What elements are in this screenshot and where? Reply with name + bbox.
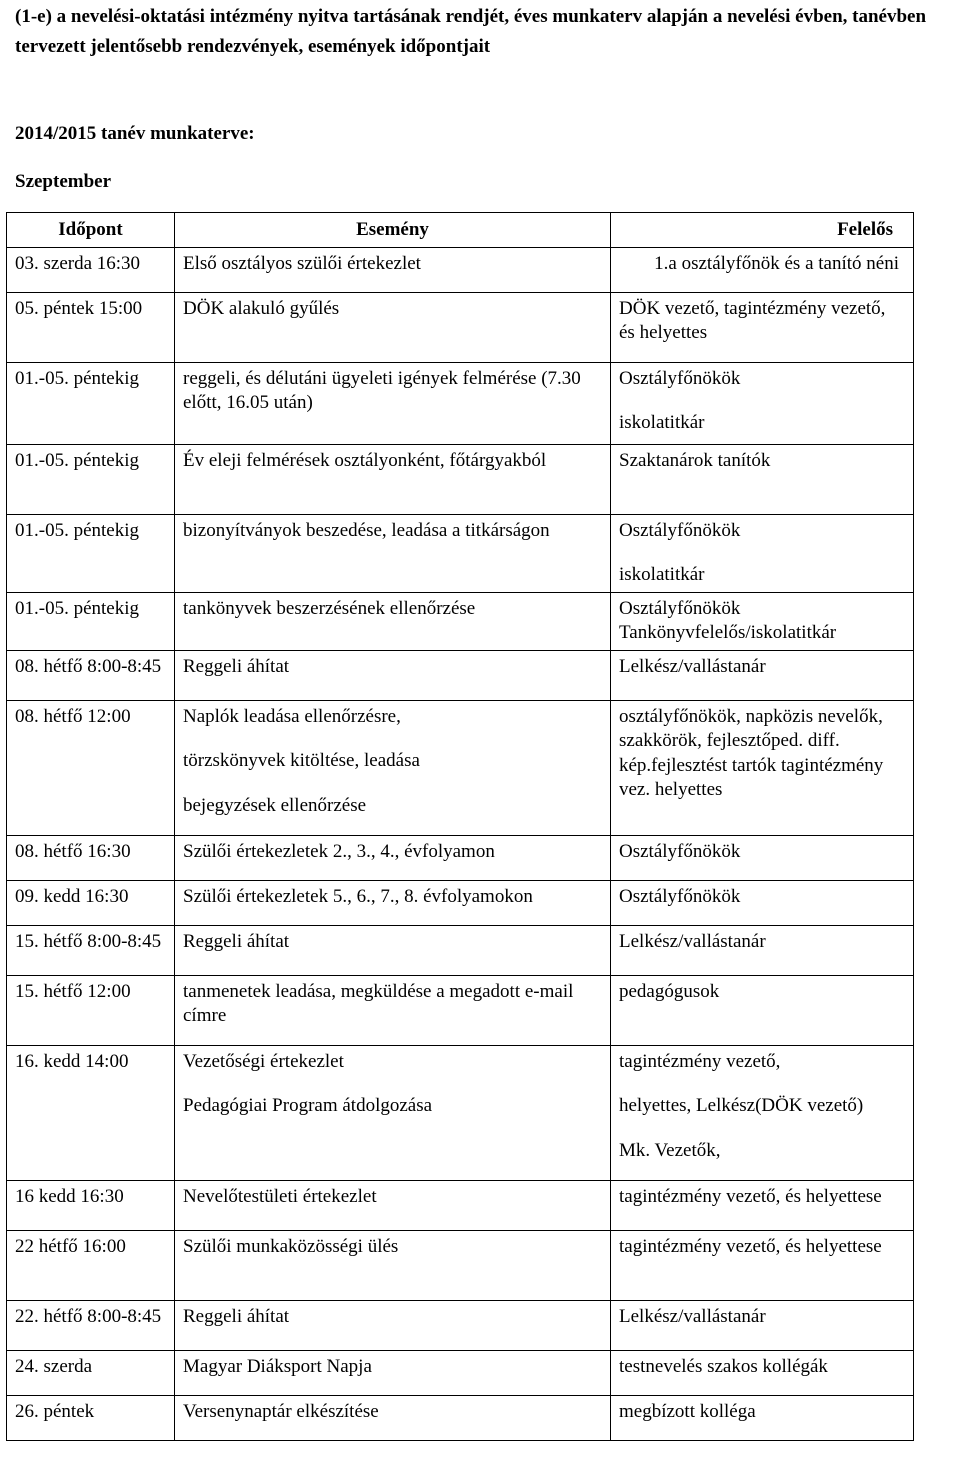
row-date-text: 15. hétfő 12:00 <box>15 980 131 1002</box>
row-date-text: 26. péntek <box>15 1400 95 1422</box>
row-responsible-text: Mk. Vezetők, <box>619 1139 721 1161</box>
row-date-text: 08. hétfő 8:00-8:45 <box>15 655 162 677</box>
row-responsible-text: Osztályfőnökök <box>619 519 741 541</box>
row-date-text: 01.-05. péntekig <box>15 519 140 541</box>
table-row <box>7 1180 914 1230</box>
table-body <box>7 247 914 1440</box>
row-event-text: reggeli, és délutáni ügyeleti igények felmérése (7.30 előtt, 16.05 után) <box>183 367 581 413</box>
row-event <box>175 362 611 444</box>
row-event-text: bizonyítványok beszedése, leadása a titkárságon <box>183 519 550 541</box>
table-header-row <box>7 213 914 248</box>
table-row <box>7 880 914 925</box>
schedule-table <box>6 212 914 1441</box>
year-title: 2014/2015 tanév munkaterve: <box>15 123 255 144</box>
row-event-text: Nevelőtestületi értekezlet <box>183 1185 377 1207</box>
row-date-text: 16. kedd 14:00 <box>15 1050 129 1072</box>
table-row <box>7 1395 914 1440</box>
row-date <box>7 700 175 835</box>
row-date <box>7 975 175 1045</box>
table-row <box>7 247 914 292</box>
row-event <box>175 292 611 362</box>
row-date-text: 01.-05. péntekig <box>15 367 140 389</box>
row-date <box>7 1300 175 1350</box>
row-event-text: Reggeli áhítat <box>183 930 290 952</box>
row-responsible-text: osztályfőnökök, napközis nevelők, szakkörök, fejlesztőped. diff. kép.fejlesztést tartók tagintézmény vez. helyettes <box>619 705 884 800</box>
row-responsible <box>611 247 914 292</box>
row-responsible-text: testnevelés szakos kollégák <box>619 1355 828 1377</box>
row-date <box>7 650 175 700</box>
row-responsible-text: iskolatitkár <box>619 412 705 433</box>
row-date-text: 09. kedd 16:30 <box>15 885 129 907</box>
row-date-text: 03. szerda 16:30 <box>15 252 141 274</box>
table-row <box>7 292 914 362</box>
row-date-text: 05. péntek 15:00 <box>15 297 143 319</box>
row-event-text: Év eleji felmérések osztályonként, főtárgyakból <box>183 449 547 471</box>
row-event <box>175 592 611 650</box>
table-row <box>7 700 914 835</box>
row-date-text: 08. hétfő 16:30 <box>15 840 131 862</box>
table-row <box>7 925 914 975</box>
table-row <box>7 1300 914 1350</box>
row-event-text: bejegyzések ellenőrzése <box>183 794 367 816</box>
row-event <box>175 247 611 292</box>
row-responsible-text: Lelkész/vallástanár <box>619 1305 766 1327</box>
row-date-text: 24. szerda <box>15 1355 93 1377</box>
row-date <box>7 247 175 292</box>
row-responsible-text: tagintézmény vezető, és helyettese <box>619 1185 882 1207</box>
row-event <box>175 444 611 514</box>
row-event-text: Szülői értekezletek 5., 6., 7., 8. évfolyamokon <box>183 885 533 907</box>
table-row <box>7 975 914 1045</box>
header-event: Esemény <box>175 213 611 248</box>
row-responsible <box>611 1045 914 1180</box>
table-row <box>7 514 914 592</box>
row-event <box>175 514 611 592</box>
row-event <box>175 1350 611 1395</box>
row-event <box>175 650 611 700</box>
row-date-text: 01.-05. péntekig <box>15 597 140 619</box>
intro-heading: (1-e) a nevelési-oktatási intézmény nyitva tartásának rendjét, éves munkaterv alapján a nevelési évben, tanévben tervezett jelentősebb rendezvények, események időpontjait <box>15 6 927 57</box>
row-date <box>7 925 175 975</box>
row-date-text: 16 kedd 16:30 <box>15 1185 124 1207</box>
row-event <box>175 1180 611 1230</box>
row-date <box>7 592 175 650</box>
row-responsible <box>611 880 914 925</box>
row-date <box>7 1045 175 1180</box>
row-event-text: DÖK alakuló gyűlés <box>183 297 340 319</box>
row-date-text: 08. hétfő 12:00 <box>15 705 131 727</box>
row-date <box>7 292 175 362</box>
row-event-text: tanmenetek leadása, megküldése a megadott e-mail címre <box>183 980 574 1026</box>
row-responsible-text: tagintézmény vezető, <box>619 1050 781 1072</box>
row-date <box>7 362 175 444</box>
row-date-text: 22 hétfő 16:00 <box>15 1235 126 1257</box>
row-responsible <box>611 975 914 1045</box>
month-title: Szeptember <box>15 171 112 192</box>
row-responsible <box>611 925 914 975</box>
row-date-text: 15. hétfő 8:00-8:45 <box>15 930 162 952</box>
row-responsible-text: pedagógusok <box>619 980 720 1002</box>
row-date <box>7 1395 175 1440</box>
row-responsible-text: 1.a osztályfőnök és a tanító néni <box>654 252 899 274</box>
header-date: Időpont <box>7 213 175 248</box>
row-responsible <box>611 292 914 362</box>
table-row <box>7 835 914 880</box>
row-responsible-text: helyettes, Lelkész(DÖK vezető) <box>619 1095 864 1116</box>
row-event <box>175 880 611 925</box>
table-row <box>7 444 914 514</box>
row-event <box>175 1230 611 1300</box>
row-date <box>7 1180 175 1230</box>
row-responsible-text: Szaktanárok tanítók <box>619 449 771 471</box>
row-event <box>175 1300 611 1350</box>
table-row <box>7 592 914 650</box>
row-responsible <box>611 835 914 880</box>
row-event-text: törzskönyvek kitöltése, leadása <box>183 750 420 771</box>
row-event-text: Naplók leadása ellenőrzésre, <box>183 705 401 727</box>
row-event-text: Szülői munkaközösségi ülés <box>183 1235 399 1257</box>
header-responsible: Felelős <box>611 213 914 248</box>
row-responsible-text: Osztályfőnökök <box>619 367 741 389</box>
row-responsible <box>611 444 914 514</box>
row-event <box>175 1045 611 1180</box>
row-date <box>7 444 175 514</box>
row-event-text: Első osztályos szülői értekezlet <box>183 252 421 274</box>
row-event-text: Versenynaptár elkészítése <box>183 1400 379 1422</box>
row-event-text: Vezetőségi értekezlet <box>183 1050 344 1072</box>
table-row <box>7 1045 914 1180</box>
row-responsible-text: megbízott kolléga <box>619 1400 756 1422</box>
row-event-text: Reggeli áhítat <box>183 655 290 677</box>
row-responsible <box>611 514 914 592</box>
row-responsible-text: Lelkész/vallástanár <box>619 655 766 677</box>
row-event <box>175 925 611 975</box>
row-responsible-text: Osztályfőnökök Tankönyvfelelős/iskolatitkár <box>619 597 837 643</box>
row-responsible <box>611 1230 914 1300</box>
table-row <box>7 1350 914 1395</box>
row-responsible-text: tagintézmény vezető, és helyettese <box>619 1235 882 1257</box>
row-responsible <box>611 650 914 700</box>
row-event-text: Szülői értekezletek 2., 3., 4., évfolyamon <box>183 840 495 862</box>
row-responsible-text: Lelkész/vallástanár <box>619 930 766 952</box>
row-date <box>7 1230 175 1300</box>
row-responsible <box>611 592 914 650</box>
table-row <box>7 650 914 700</box>
row-date <box>7 514 175 592</box>
row-date-text: 01.-05. péntekig <box>15 449 140 471</box>
row-responsible-text: DÖK vezető, tagintézmény vezető, és helyettes <box>619 297 886 343</box>
row-date <box>7 880 175 925</box>
row-event <box>175 700 611 835</box>
row-responsible <box>611 1300 914 1350</box>
row-event <box>175 835 611 880</box>
table-row <box>7 362 914 444</box>
row-event-text: Magyar Diáksport Napja <box>183 1355 372 1377</box>
row-responsible <box>611 1395 914 1440</box>
row-date <box>7 835 175 880</box>
row-responsible <box>611 1180 914 1230</box>
row-event-text: tankönyvek beszerzésének ellenőrzése <box>183 597 476 619</box>
row-responsible <box>611 1350 914 1395</box>
row-event <box>175 1395 611 1440</box>
row-responsible <box>611 700 914 835</box>
row-event-text: Reggeli áhítat <box>183 1305 290 1327</box>
row-event-text: Pedagógiai Program átdolgozása <box>183 1095 433 1116</box>
row-date <box>7 1350 175 1395</box>
row-responsible-text: iskolatitkár <box>619 564 705 585</box>
row-responsible-text: Osztályfőnökök <box>619 840 741 862</box>
row-event <box>175 975 611 1045</box>
row-date-text: 22. hétfő 8:00-8:45 <box>15 1305 162 1327</box>
row-responsible <box>611 362 914 444</box>
table-row <box>7 1230 914 1300</box>
row-responsible-text: Osztályfőnökök <box>619 885 741 907</box>
